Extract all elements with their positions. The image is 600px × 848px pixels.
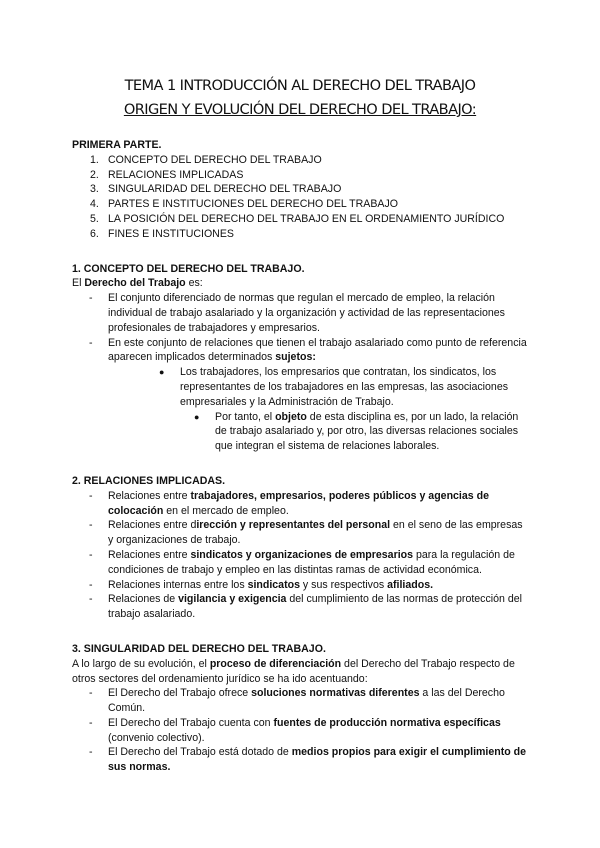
list-item bbox=[72, 291, 528, 335]
list-item-text: y sus respectivos bbox=[299, 578, 388, 591]
intro-text: es: bbox=[185, 277, 203, 290]
list-item bbox=[72, 578, 528, 593]
subsublist-item-text: Por tanto, el bbox=[215, 410, 276, 423]
toc-text: LA POSICIÓN DEL DERECHO DEL TRABAJO EN EL ORDENAMIENTO JURÍDICO bbox=[108, 212, 505, 225]
dash-marker: - bbox=[89, 746, 93, 759]
section-3-list bbox=[72, 686, 528, 775]
document-subtitle: ORIGEN Y EVOLUCIÓN DEL DERECHO DEL TRABAJO: bbox=[123, 101, 477, 118]
list-item bbox=[72, 548, 528, 578]
list-item-text: (convenio colectivo). bbox=[108, 731, 205, 744]
list-item bbox=[72, 336, 528, 366]
primera-parte bbox=[72, 138, 528, 242]
dash-marker: - bbox=[89, 578, 93, 591]
toc-item bbox=[72, 182, 528, 197]
toc-text: SINGULARIDAD DEL DERECHO DEL TRABAJO bbox=[108, 183, 342, 196]
list-item-text: Relaciones internas entre los bbox=[108, 578, 248, 591]
dash-marker: - bbox=[89, 489, 93, 502]
subsublist-item-bold: objeto bbox=[275, 410, 307, 423]
list-item-bold: medios propios para exigir el cumplimiento de sus normas. bbox=[108, 746, 527, 774]
toc-item bbox=[72, 212, 528, 227]
list-item bbox=[72, 518, 528, 548]
document-title: TEMA 1 INTRODUCCIÓN AL DERECHO DEL TRABAJO bbox=[124, 77, 476, 94]
toc-number: 4. bbox=[90, 198, 99, 211]
list-item-text: Relaciones entre d bbox=[108, 519, 197, 532]
section-3-heading: 3. SINGULARIDAD DEL DERECHO DEL TRABAJO. bbox=[72, 642, 326, 655]
list-item bbox=[72, 592, 528, 622]
section-1-subsublist bbox=[72, 410, 528, 454]
section-1 bbox=[72, 262, 528, 454]
list-item bbox=[72, 716, 528, 746]
intro-text: A lo largo de su evolución, el bbox=[72, 657, 210, 670]
toc-text: FINES E INSTITUCIONES bbox=[108, 227, 234, 240]
section-3 bbox=[72, 642, 528, 775]
dash-marker: - bbox=[89, 336, 93, 349]
sublist-item bbox=[72, 365, 528, 409]
intro-text: del Derecho del Trabajo respecto de otros sectores del ordenamiento jurídico se ha ido acentuando: bbox=[72, 657, 515, 685]
section-1-sublist bbox=[72, 365, 528, 409]
toc-number: 1. bbox=[90, 153, 99, 166]
list-item-bold: vigilancia y exigencia bbox=[178, 593, 287, 606]
dash-marker: - bbox=[89, 519, 93, 532]
toc-item bbox=[72, 168, 528, 183]
dash-marker: - bbox=[89, 292, 93, 305]
subsublist-item bbox=[72, 410, 528, 454]
intro-bold: Derecho del Trabajo bbox=[84, 277, 186, 290]
toc-item bbox=[72, 227, 528, 242]
section-3-intro bbox=[72, 657, 528, 687]
list-item-text: a las del Derecho Común. bbox=[108, 687, 505, 715]
toc-item bbox=[72, 197, 528, 212]
list-item-text: El Derecho del Trabajo ofrece bbox=[108, 687, 252, 700]
table-of-contents bbox=[72, 153, 528, 242]
dash-marker: - bbox=[89, 687, 93, 700]
list-item-bold: afiliados. bbox=[387, 578, 434, 591]
section-1-intro bbox=[72, 276, 528, 291]
section-2-heading: 2. RELACIONES IMPLICADAS. bbox=[72, 474, 226, 487]
intro-bold: proceso de diferenciación bbox=[209, 657, 342, 670]
list-item-text: El Derecho del Trabajo está dotado de bbox=[108, 746, 292, 759]
section-2 bbox=[72, 474, 528, 622]
bullet-marker: ● bbox=[159, 367, 165, 378]
list-item-text: Relaciones de bbox=[108, 593, 179, 606]
list-item-bold: soluciones normativas diferentes bbox=[251, 687, 420, 700]
toc-item bbox=[72, 153, 528, 168]
list-item bbox=[72, 489, 528, 519]
bullet-marker: ● bbox=[194, 411, 200, 422]
toc-number: 2. bbox=[90, 168, 99, 181]
list-item-text: Relaciones entre bbox=[108, 548, 191, 561]
dash-marker: - bbox=[89, 593, 93, 606]
list-item-bold: sindicatos y organizaciones de empresarios bbox=[190, 548, 414, 561]
toc-text: CONCEPTO DEL DERECHO DEL TRABAJO bbox=[108, 153, 322, 166]
list-item-bold: sindicatos bbox=[247, 578, 300, 591]
list-item-text: en el seno de las empresas y organizaciones de trabajo. bbox=[108, 519, 523, 547]
section-2-list bbox=[72, 489, 528, 622]
list-item-text: del cumplimiento de las normas de protección del trabajo asalariado. bbox=[108, 593, 522, 621]
list-item-text: En este conjunto de relaciones que tienen el trabajo asalariado como punto de referencia aparecen implicados determinados bbox=[108, 336, 527, 364]
list-item-text: Relaciones entre bbox=[108, 489, 191, 502]
list-item-text: para la regulación de condiciones de trabajo y empleo en las distintas ramas de actividad económica. bbox=[108, 548, 515, 576]
list-item bbox=[72, 745, 528, 775]
intro-text: El bbox=[72, 277, 85, 290]
dash-marker: - bbox=[89, 716, 93, 729]
dash-marker: - bbox=[89, 548, 93, 561]
toc-number: 6. bbox=[90, 227, 99, 240]
toc-number: 3. bbox=[90, 183, 99, 196]
toc-number: 5. bbox=[90, 212, 99, 225]
primera-parte-heading: PRIMERA PARTE. bbox=[72, 139, 162, 151]
list-item-text: El Derecho del Trabajo cuenta con bbox=[108, 716, 274, 729]
list-item bbox=[72, 686, 528, 716]
toc-text: PARTES E INSTITUCIONES DEL DERECHO DEL TRABAJO bbox=[108, 198, 399, 211]
list-item-text: El conjunto diferenciado de normas que regulan el mercado de empleo, la relación individual de trabajo asalariado y la organización y actividad de las representaciones profesionales de trabajadores y empresarios. bbox=[108, 292, 505, 334]
list-item-bold: sujetos: bbox=[275, 351, 316, 364]
subsublist-item-text: de esta disciplina es, por un lado, la relación de trabajo asalariado y, por otro, las diversas relaciones sociales que integran el sistema de relaciones laborales. bbox=[215, 410, 519, 453]
list-item-bold: trabajadores, empresarios, poderes públicos y agencias de colocación bbox=[108, 489, 489, 517]
section-1-heading: 1. CONCEPTO DEL DERECHO DEL TRABAJO. bbox=[72, 262, 305, 275]
section-1-list bbox=[72, 291, 528, 365]
toc-text: RELACIONES IMPLICADAS bbox=[108, 168, 244, 181]
list-item-bold: fuentes de producción normativa específicas bbox=[273, 716, 501, 729]
list-item-bold: irección y representantes del personal bbox=[196, 519, 391, 532]
document-page bbox=[72, 76, 528, 775]
list-item-text: en el mercado de empleo. bbox=[163, 504, 289, 517]
sublist-item-text: Los trabajadores, los empresarios que contratan, los sindicatos, los representantes de los trabajadores en las empresas, las asociaciones empresariales y la Administración de Trabajo. bbox=[180, 366, 509, 408]
